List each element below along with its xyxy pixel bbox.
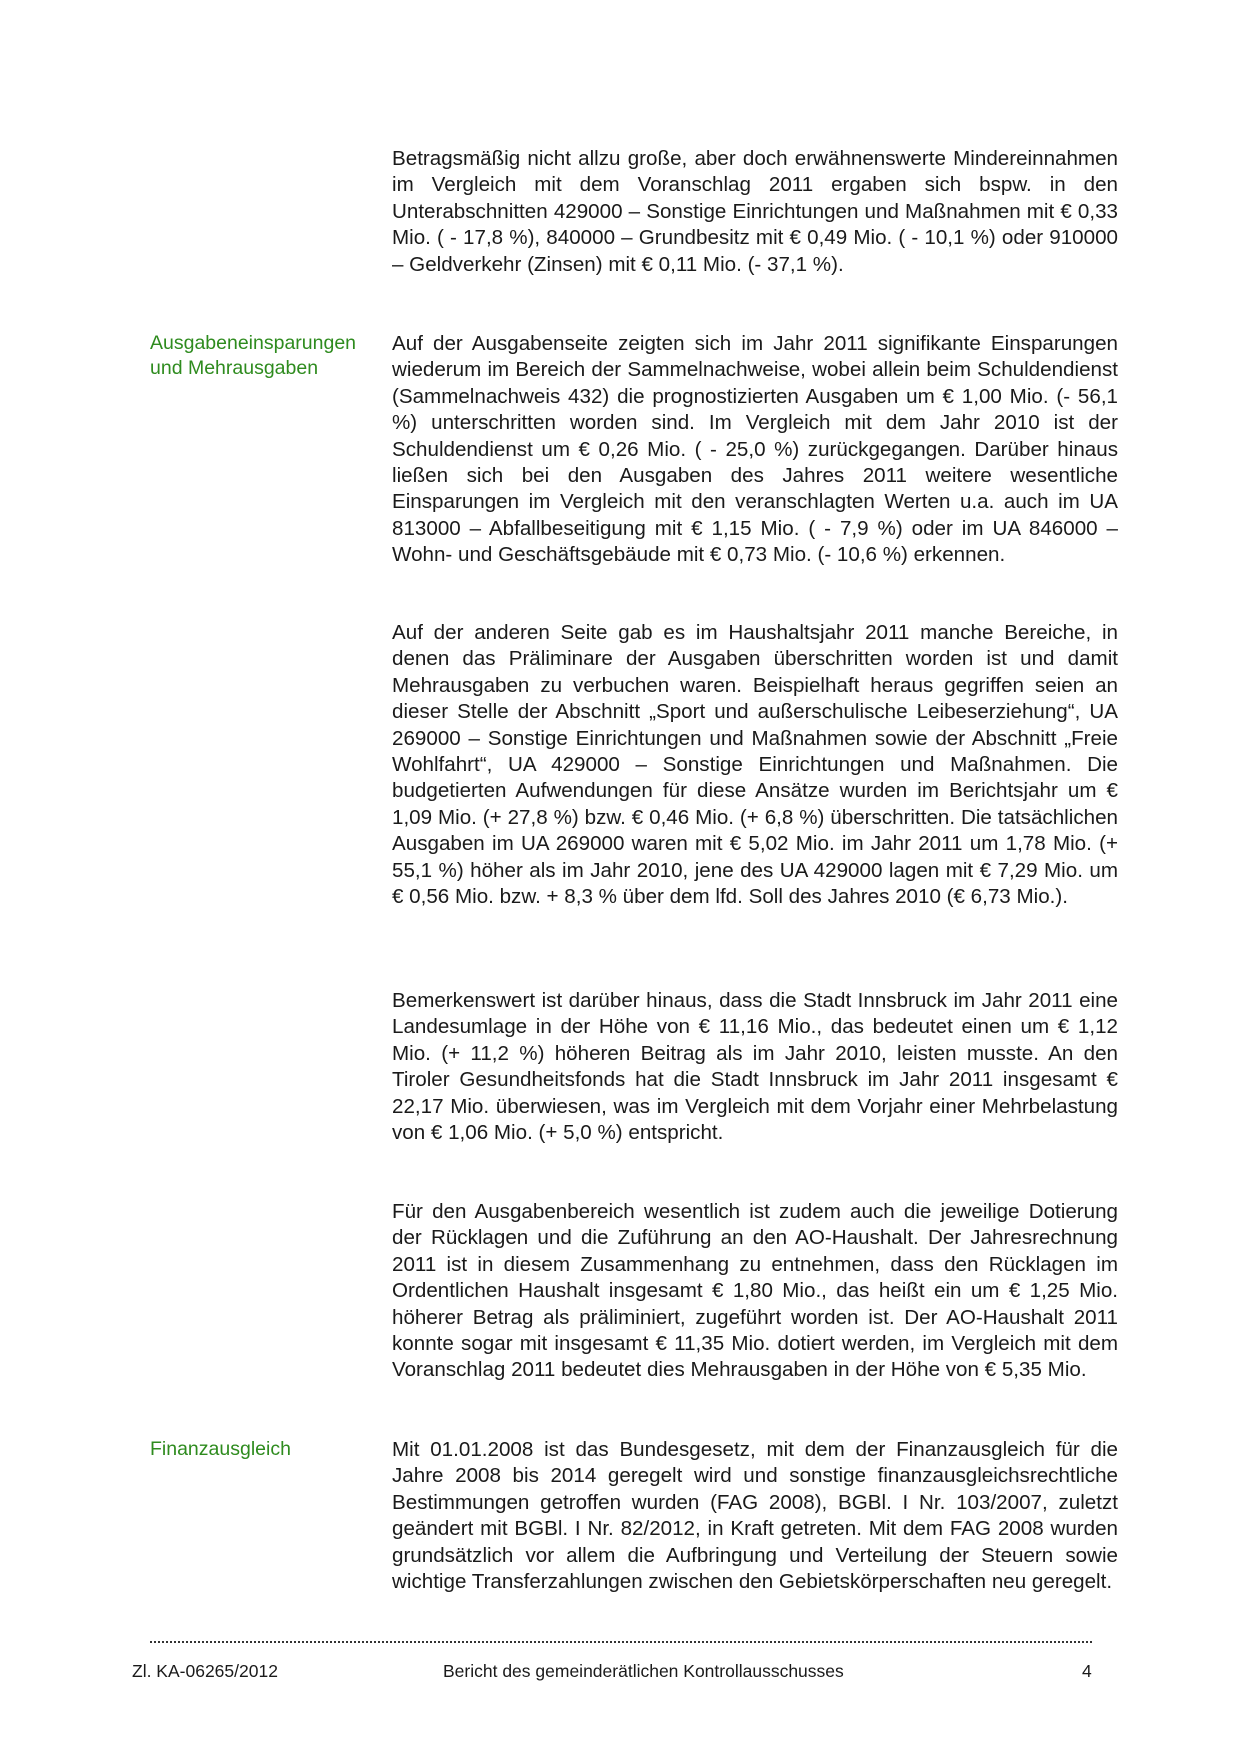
paragraph: Bemerkenswert ist darüber hinaus, dass die Stadt Innsbruck im Jahr 2011 eine Landesumlage in der Höhe von € 11,16 Mio., das bedeutet einen um € 1,12 Mio. (+ 11,2 %) höheren Beitrag als im Jahr 2010, leisten musste. An den Tiroler Gesundheitsfonds hat die Stadt Innsbruck im Jahr 2011 insgesamt € 22,17 Mio. überwiesen, was im Vergleich mit dem Vorjahr einer Mehrbelastung von € 1,06 Mio. (+ 5,0 %) entspricht. <box>392 989 1118 1145</box>
section-ausgaben-body-4 <box>392 1199 1118 1384</box>
section-finanzausgleich-body <box>392 1437 1118 1595</box>
section-ausgaben-body <box>392 331 1118 569</box>
section-ausgaben-body-3 <box>392 988 1118 1146</box>
margin-label-ausgaben: Ausgabeneinsparungen und Mehrausgaben <box>150 332 357 379</box>
paragraph: Auf der Ausgabenseite zeigten sich im Jahr 2011 signifikante Einsparungen wiederum im Bereich der Sammelnachweise, wobei allein beim Schuldendienst (Sammelnachweis 432) die prognostizierten Ausgaben um € 1,00 Mio. (- 56,1 %) unterschritten worden sind. Im Vergleich mit dem Jahr 2010 ist der Schuldendienst um € 0,26 Mio. ( - 25,0 %) zurückgegangen. Darüber hinaus ließen sich bei den Ausgaben des Jahres 2011 weitere wesentliche Einsparungen im Vergleich mit den veranschlagten Werten u.a. auch im UA 813000 – Abfallbeseitigung mit € 1,15 Mio. ( - 7,9 %) oder im UA 846000 – Wohn- und Geschäftsgebäude mit € 0,73 Mio. (- 10,6 %) erkennen. <box>392 332 1118 567</box>
paragraph: Für den Ausgabenbereich wesentlich ist zudem auch die jeweilige Dotierung der Rücklagen und die Zuführung an den AO-Haushalt. Der Jahresrechnung 2011 ist in diesem Zusammenhang zu entnehmen, dass den Rücklagen im Ordentlichen Haushalt insgesamt € 1,80 Mio., das heißt ein um € 1,25 Mio. höherer Betrag als präliminiert, zugeführt worden ist. Der AO-Haushalt 2011 konnte sogar mit insgesamt € 11,35 Mio. dotiert werden, im Vergleich mit dem Voranschlag 2011 bedeutet dies Mehrausgaben in der Höhe von € 5,35 Mio. <box>392 1200 1118 1382</box>
footer-divider <box>150 1641 1092 1643</box>
paragraph: Auf der anderen Seite gab es im Haushaltsjahr 2011 manche Bereiche, in denen das Präliminare der Ausgaben überschritten worden ist und damit Mehrausgaben zu verbuchen waren. Beispielhaft heraus gegriffen seien an dieser Stelle der Abschnitt „Sport und außerschulische Leibeserziehung“, UA 269000 – Sonstige Einrichtungen und Maßnahmen sowie der Abschnitt „Freie Wohlfahrt“, UA 429000 – Sonstige Einrichtungen und Maßnahmen. Die budgetierten Aufwendungen für diese Ansätze wurden im Berichtsjahr um € 1,09 Mio. (+ 27,8 %) bzw. € 0,46 Mio. (+ 6,8 %) überschritten. Die tatsächlichen Ausgaben im UA 269000 waren mit € 5,02 Mio. im Jahr 2011 um 1,78 Mio. (+ 55,1 %) höher als im Jahr 2010, jene des UA 429000 lagen mit € 7,29 Mio. um € 0,56 Mio. bzw. + 8,3 % über dem lfd. Soll des Jahres 2010 (€ 6,73 Mio.). <box>392 621 1118 909</box>
paragraph: Betragsmäßig nicht allzu große, aber doch erwähnenswerte Mindereinnahmen im Vergleich mit dem Voranschlag 2011 ergaben sich bspw. in den Unterabschnitten 429000 – Sonstige Einrichtungen und Maßnahmen mit € 0,33 Mio. ( - 17,8 %), 840000 – Grundbesitz mit € 0,49 Mio. ( - 10,1 %) oder 910000 – Geldverkehr (Zinsen) mit € 0,11 Mio. (- 37,1 %). <box>392 147 1118 276</box>
margin-label-finanzausgleich: Finanzausgleich <box>150 1438 291 1460</box>
footer-title: Bericht des gemeinderätlichen Kontrollausschusses <box>443 1661 844 1681</box>
footer-reference: Zl. KA-06265/2012 <box>132 1661 278 1681</box>
paragraph: Mit 01.01.2008 ist das Bundesgesetz, mit dem der Finanzausgleich für die Jahre 2008 bis 2014 geregelt wird und sonstige finanzausgleichsrechtliche Bestimmungen getroffen wurden (FAG 2008), BGBl. I Nr. 103/2007, zuletzt geändert mit BGBl. I Nr. 82/2012, in Kraft getreten. Mit dem FAG 2008 wurden grundsätzlich vor allem die Aufbringung und Verteilung der Steuern sowie wichtige Transferzahlungen zwischen den Gebietskörperschaften neu geregelt. <box>392 1438 1118 1594</box>
page-number: 4 <box>1082 1661 1092 1681</box>
section-ausgaben-body-2 <box>392 620 1118 910</box>
section-intro-body <box>392 146 1118 278</box>
